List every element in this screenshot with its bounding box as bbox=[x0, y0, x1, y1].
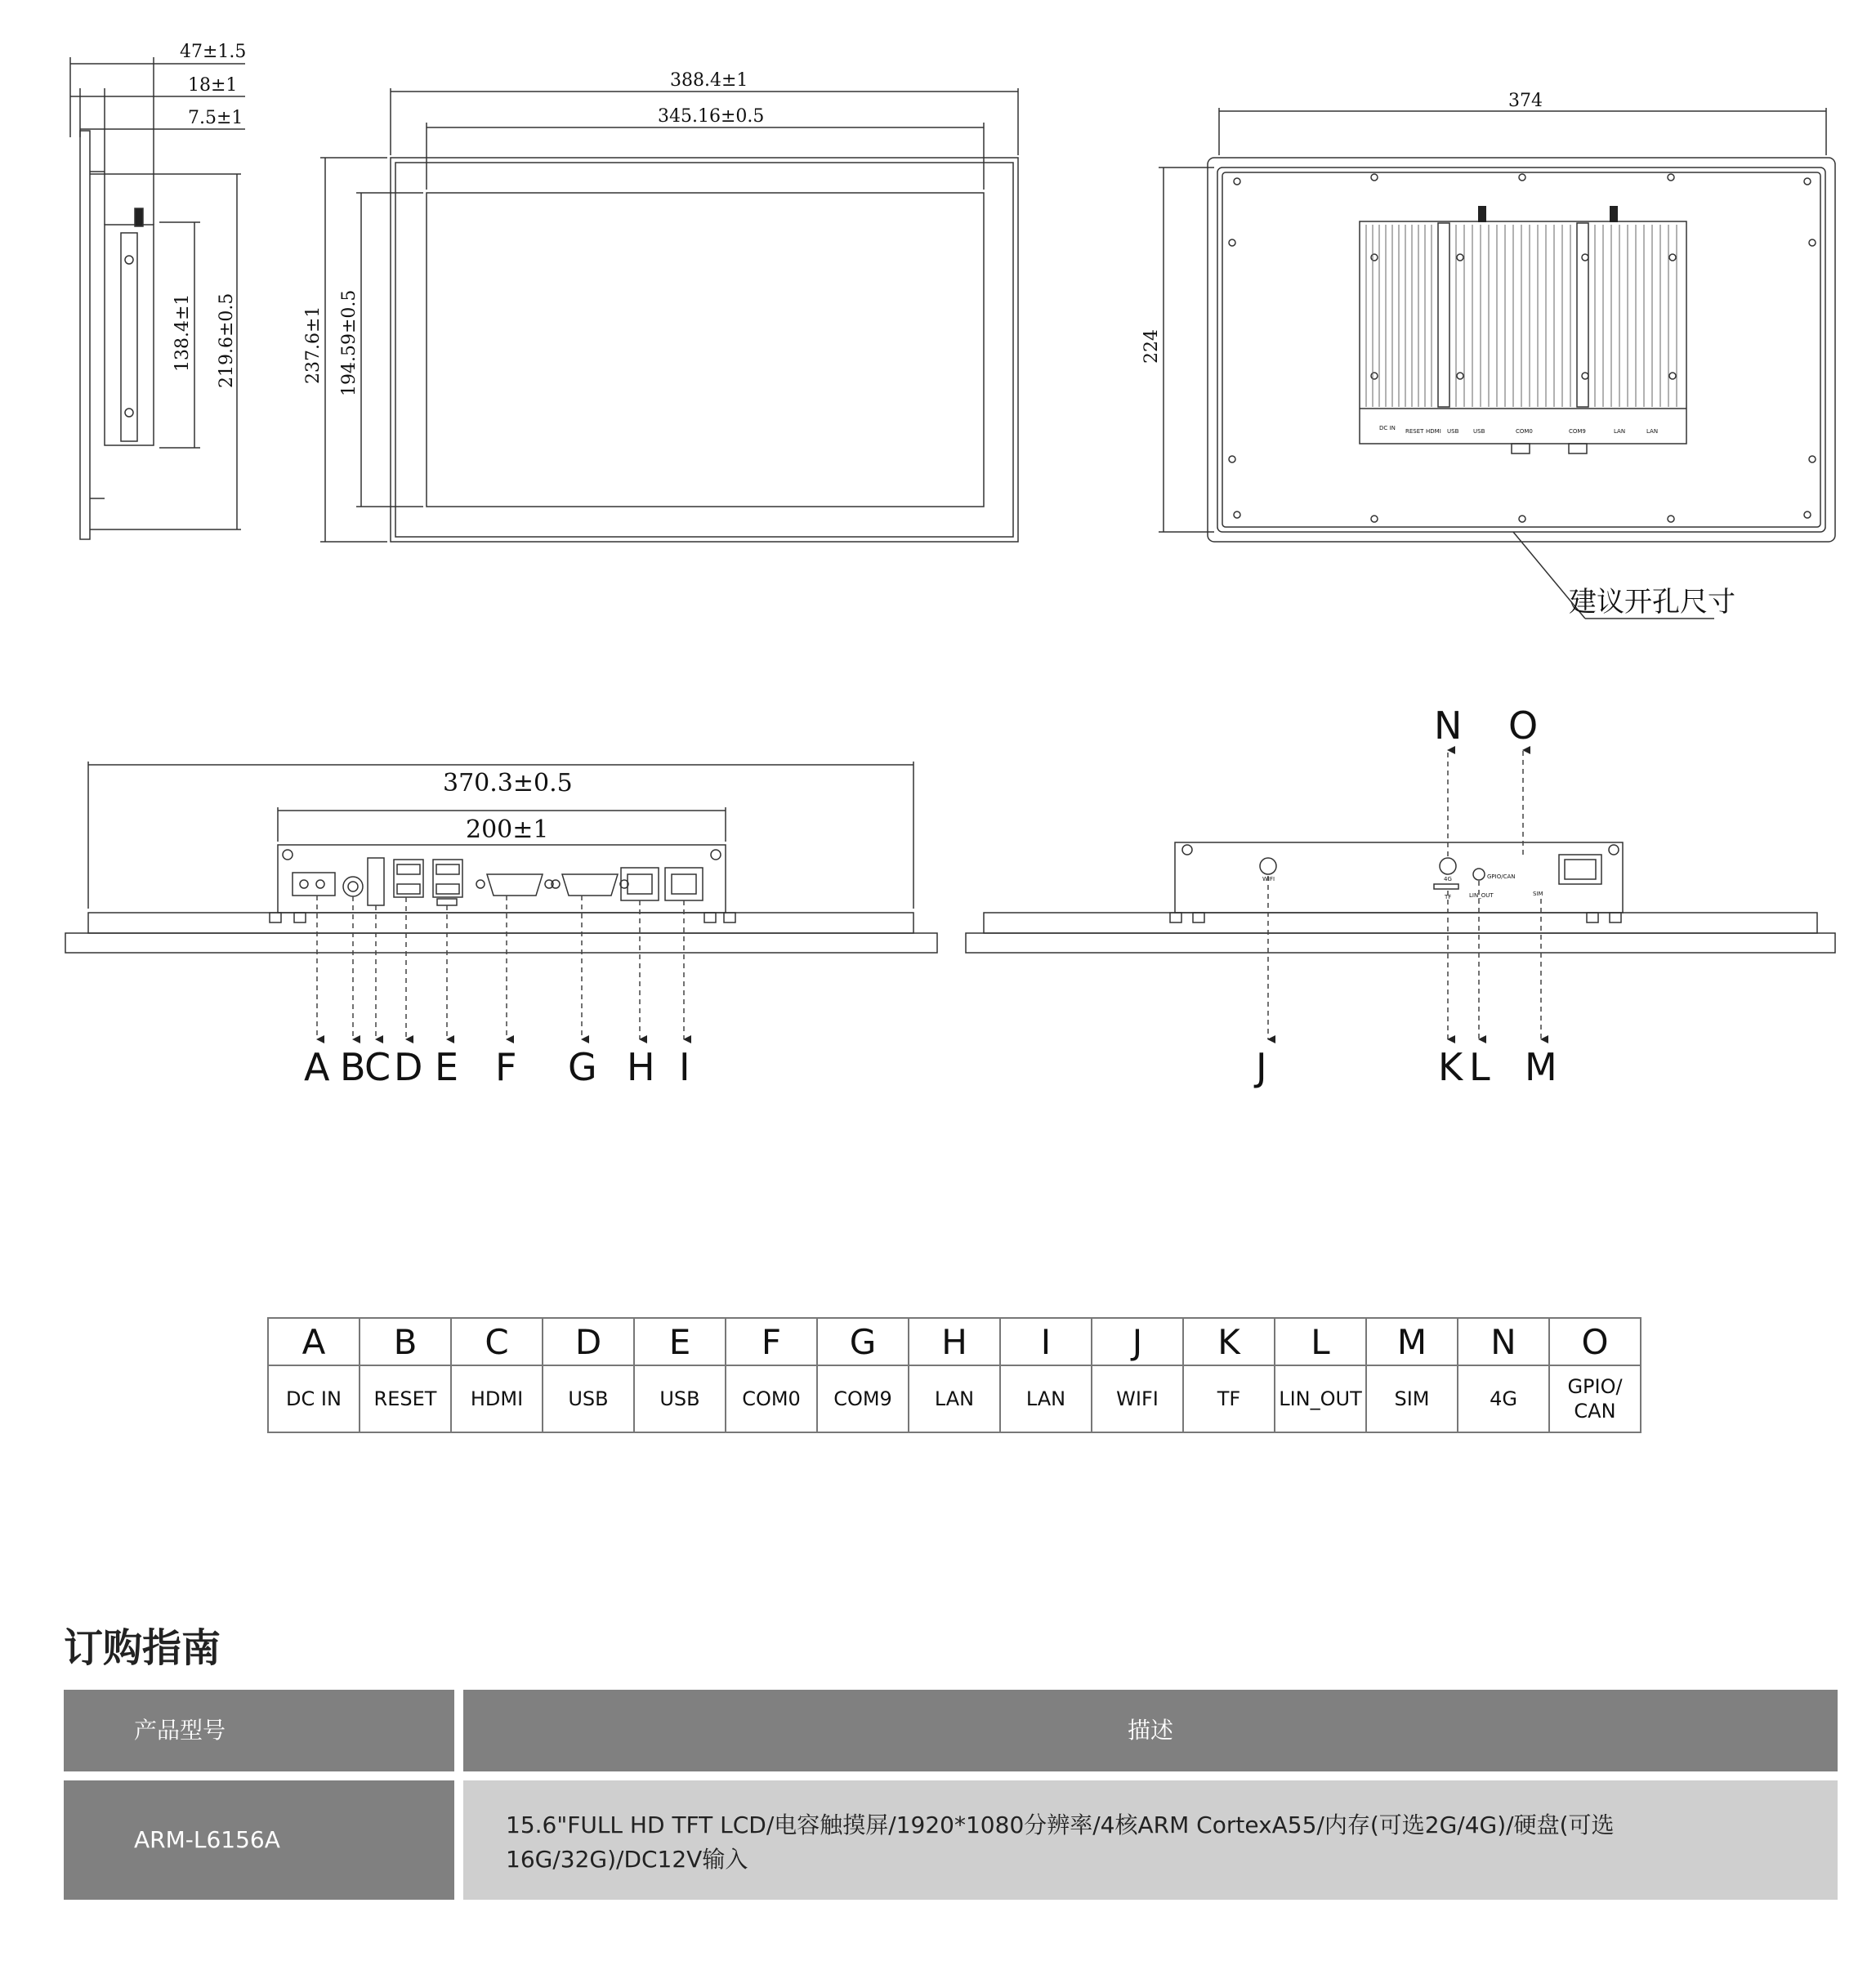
side-io-label-tf: TF bbox=[1445, 894, 1452, 900]
port-name: RESET bbox=[360, 1365, 451, 1432]
callout-l: L bbox=[1469, 1045, 1490, 1089]
ordering-guide-title: 订购指南 bbox=[64, 1625, 221, 1671]
back-io-label-usb-2: USB bbox=[1473, 428, 1485, 435]
dim-back-width: 374 bbox=[1508, 91, 1543, 111]
callout-k: K bbox=[1438, 1045, 1463, 1089]
port-name: SIM bbox=[1366, 1365, 1458, 1432]
port-name: USB bbox=[543, 1365, 634, 1432]
port-name: TF bbox=[1183, 1365, 1275, 1432]
port-name: LAN bbox=[909, 1365, 1000, 1432]
port-letter: F bbox=[726, 1318, 817, 1365]
callout-a: A bbox=[304, 1045, 330, 1089]
callouts-left bbox=[304, 1045, 690, 1089]
callout-d: D bbox=[394, 1045, 423, 1089]
ordering-header-description: 描述 bbox=[463, 1690, 1838, 1771]
dim-bottom-width-box: 200±1 bbox=[466, 815, 549, 844]
port-letter: I bbox=[1000, 1318, 1092, 1365]
dim-side-bracket-height: 138.4±1 bbox=[172, 293, 193, 372]
back-io-label-reset: RESET bbox=[1405, 428, 1424, 435]
port-letter: O bbox=[1549, 1318, 1641, 1365]
back-io-label-dcin: DC IN bbox=[1379, 425, 1396, 431]
callout-f: F bbox=[495, 1045, 517, 1089]
callout-n: N bbox=[1434, 704, 1463, 748]
side-io-label-lin-out: LIN_OUT bbox=[1469, 892, 1494, 899]
port-name: USB bbox=[634, 1365, 726, 1432]
ordering-model-cell: ARM-L6156A bbox=[64, 1780, 454, 1900]
back-io-label-lan-2: LAN bbox=[1646, 428, 1659, 435]
front-view bbox=[320, 88, 1018, 542]
dim-side-depth-mid: 18±1 bbox=[188, 75, 238, 96]
dim-front-height-outer: 237.6±1 bbox=[303, 306, 324, 384]
port-letter: L bbox=[1275, 1318, 1366, 1365]
port-name: GPIO/ CAN bbox=[1549, 1365, 1641, 1432]
port-letter: N bbox=[1458, 1318, 1549, 1365]
port-name: COM0 bbox=[726, 1365, 817, 1432]
port-name: HDMI bbox=[451, 1365, 543, 1432]
back-io-label-com9: COM9 bbox=[1569, 428, 1586, 435]
callout-b: B bbox=[340, 1045, 366, 1089]
back-io-labels bbox=[1379, 425, 1658, 435]
back-antenna-mount-left bbox=[1478, 206, 1486, 222]
port-name: LAN bbox=[1000, 1365, 1092, 1432]
port-letter: A bbox=[268, 1318, 360, 1365]
side-io-label-gpio-can: GPIO/CAN bbox=[1487, 873, 1516, 880]
back-io-label-lan-1: LAN bbox=[1614, 428, 1626, 435]
port-letter: H bbox=[909, 1318, 1000, 1365]
port-letter: D bbox=[543, 1318, 634, 1365]
side-io-label-wifi: WIFI bbox=[1262, 876, 1275, 882]
callout-i: I bbox=[679, 1045, 690, 1089]
port-letter: E bbox=[634, 1318, 726, 1365]
port-name: COM9 bbox=[817, 1365, 909, 1432]
bottom-view-right bbox=[966, 842, 1835, 953]
port-name: LIN_OUT bbox=[1275, 1365, 1366, 1432]
port-name: DC IN bbox=[268, 1365, 360, 1432]
callouts-right bbox=[1253, 704, 1557, 1089]
dim-front-width-inner: 345.16±0.5 bbox=[658, 106, 765, 127]
dim-front-height-inner: 194.59±0.5 bbox=[339, 289, 360, 396]
ordering-description-cell: 15.6"FULL HD TFT LCD/电容触摸屏/1920*1080分辨率/4核ARM CortexA55/内存(可选2G/4G)/硬盘(可选16G/32G)/DC12V输入 bbox=[463, 1780, 1838, 1900]
callout-leaders-left bbox=[317, 896, 684, 1039]
callout-leaders-right bbox=[1268, 750, 1541, 1039]
back-antenna-mount-right bbox=[1610, 206, 1618, 222]
port-name: WIFI bbox=[1092, 1365, 1183, 1432]
cutout-note: 建议开孔尺寸 bbox=[1569, 586, 1735, 619]
back-io-label-usb-1: USB bbox=[1447, 428, 1459, 435]
callout-o: O bbox=[1508, 704, 1539, 748]
port-legend-table bbox=[267, 1317, 1642, 1433]
side-io-labels bbox=[1262, 873, 1543, 900]
dim-front-width-outer: 388.4±1 bbox=[670, 70, 748, 91]
back-io-label-hdmi: HDMI bbox=[1426, 428, 1441, 435]
port-letter-row bbox=[268, 1318, 1641, 1365]
port-name: 4G bbox=[1458, 1365, 1549, 1432]
side-io-label-4g: 4G bbox=[1444, 876, 1452, 882]
callout-j: J bbox=[1256, 1045, 1267, 1089]
callout-h: H bbox=[627, 1045, 655, 1089]
dim-bottom-width-panel: 370.3±0.5 bbox=[443, 769, 573, 797]
port-name-row bbox=[268, 1365, 1641, 1432]
dim-side-depth-total: 47±1.5 bbox=[180, 42, 247, 62]
dim-back-height: 224 bbox=[1141, 329, 1162, 364]
side-io-label-sim: SIM bbox=[1533, 891, 1543, 897]
callout-e: E bbox=[435, 1045, 459, 1089]
callout-g: G bbox=[568, 1045, 597, 1089]
dim-side-height: 219.6±0.5 bbox=[217, 293, 237, 388]
port-letter: C bbox=[451, 1318, 543, 1365]
callout-c: C bbox=[364, 1045, 391, 1089]
dim-side-depth-bezel: 7.5±1 bbox=[188, 108, 243, 128]
port-letter: J bbox=[1092, 1318, 1183, 1365]
port-letter: M bbox=[1366, 1318, 1458, 1365]
callout-m: M bbox=[1525, 1045, 1557, 1089]
back-heatsink-fins bbox=[1366, 225, 1677, 407]
ordering-header-model: 产品型号 bbox=[64, 1690, 454, 1771]
port-letter: G bbox=[817, 1318, 909, 1365]
port-letter: B bbox=[360, 1318, 451, 1365]
back-io-label-com0: COM0 bbox=[1516, 428, 1533, 435]
port-letter: K bbox=[1183, 1318, 1275, 1365]
